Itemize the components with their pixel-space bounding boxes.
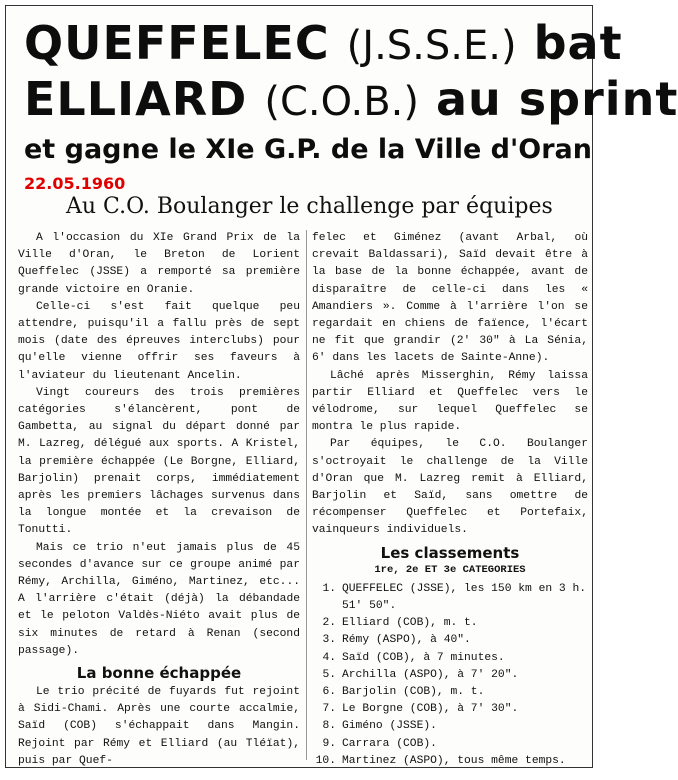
ranking-position: 4. — [322, 651, 336, 664]
article-paragraph: Mais ce trio n'eut jamais plus de 45 secondes d'avance sur ce groupe animé par Rémy, Archilla, Giméno, Martinez, etc... A l'arrière c'était (déjà) la débandade et le peloton Valdès-Niéto avait plus de six minutes de retard à Renan (second passage). — [18, 541, 300, 657]
ranking-row — [312, 736, 588, 753]
ranking-position: 7. — [322, 703, 336, 716]
ranking-position: 3. — [322, 634, 336, 647]
newspaper-clipping — [5, 5, 678, 768]
ranking-entry: Archilla (ASPO), à 7' 20". — [342, 668, 519, 681]
article-paragraph: Par équipes, le C.O. Boulanger s'octroyait le challenge de la Ville d'Oran que M. Lazreg remit à Elliard, Barjolin et Saïd, sans omettre de récompenser Queffelec et Portefaix, vainqueurs individuels. — [312, 438, 588, 537]
right-column — [312, 230, 588, 770]
ranking-entry: QUEFFELEC (JSSE), les 150 km en 3 h. 51' 50". — [342, 582, 587, 613]
ranking-entry: Barjolin (COB), m. t. — [342, 686, 485, 699]
runner-up-name: ELLIARD — [24, 72, 248, 126]
ranking-row — [312, 684, 588, 701]
ranking-entry: Le Borgne (COB), à 7' 30". — [342, 703, 519, 716]
ranking-entry: Rémy (ASPO), à 40". — [342, 634, 471, 647]
ranking-position: 6. — [322, 686, 336, 699]
ranking-row — [312, 581, 588, 615]
headline-line-1 — [24, 16, 623, 70]
ranking-row — [312, 667, 588, 684]
article-paragraph: Le trio précité de fuyards fut rejoint à Sidi-Chami. Après une courte accalmie, Saïd (COB) s'échappait dans Mangin. Rejoint par Rémy et Elliard (au Tléïat), puis par Quef- — [18, 686, 300, 767]
winner-name: QUEFFELEC — [24, 16, 330, 70]
ranking-row — [312, 650, 588, 667]
column-divider — [306, 230, 307, 760]
ranking-entry: Martinez (ASPO), tous même temps. — [342, 754, 566, 767]
section-heading: La bonne échappée — [76, 664, 242, 683]
classements-category: 1re, 2e ET 3e CATEGORIES — [374, 563, 526, 576]
ranking-position: 10. — [315, 754, 336, 767]
headline-line-2 — [24, 72, 678, 126]
ranking-position: 2. — [322, 617, 336, 630]
ranking-entry: Saïd (COB), à 7 minutes. — [342, 651, 505, 664]
rankings-list — [312, 581, 588, 770]
ranking-row — [312, 718, 588, 735]
subheadline: Au C.O. Boulanger le challenge par équipes — [66, 194, 553, 219]
headline-line-3: et gagne le XIe G.P. de la Ville d'Oran — [24, 134, 592, 165]
headline-finish: au sprint — [436, 72, 678, 126]
ranking-entry: Carrara (COB). — [342, 737, 437, 750]
ranking-entry: Elliard (COB), m. t. — [342, 617, 478, 630]
article-paragraph: A l'occasion du XIe Grand Prix de la Ville d'Oran, le Breton de Lorient Queffelec (JSSE) a remporté sa première grande victoire en Oranie. — [18, 232, 300, 296]
ranking-row — [312, 753, 588, 770]
ranking-row — [312, 632, 588, 649]
left-column — [18, 230, 300, 770]
ranking-position: 9. — [322, 737, 336, 750]
classements-heading: Les classements — [380, 543, 520, 562]
ranking-position: 5. — [322, 668, 336, 681]
ranking-row — [312, 701, 588, 718]
article-paragraph: Lâché après Misserghin, Rémy laissa partir Elliard et Queffelec vers le vélodrome, sur lequel Queffelec se montra le plus rapide. — [312, 369, 588, 434]
ranking-position: 8. — [322, 720, 336, 733]
article-paragraph: Celle-ci s'est fait quelque peu attendre, puisqu'il a fallu près de sept mois (date des épreuves interclubs) pour qu'elle vienne offrir ses faveurs à l'aviateur du lieutenant Ancelin. — [18, 300, 300, 382]
ranking-position: 1. — [322, 582, 336, 595]
article-paragraph: Vingt coureurs des trois premières catégories s'élancèrent, pont de Gambetta, au signal du départ donné par M. Lazreg, délégué aux sports. A Kristel, la première échappée (Le Borgne, Elliard, Barjolin) prenait corps, immédiatement après les premiers lâchages survenus dans la longue montée et la crevaison de Tonutti. — [18, 386, 300, 537]
article-paragraph: felec et Giménez (avant Arbal, où crevait Baldassari), Saïd devait être à la base de la bonne échappée, avant de disparaître de celle-ci dans les « Amandiers ». Comme à l'arrière l'on se regardait en chiens de faïence, l'écart ne fit que grandir (2' 30" à La Sénia, 6' dans les lacets de Sainte-Anne). — [312, 232, 588, 365]
ranking-row — [312, 615, 588, 632]
headline-verb: bat — [533, 16, 623, 70]
ranking-entry: Giméno (JSSE). — [342, 720, 437, 733]
winner-club: (J.S.S.E.) — [346, 23, 517, 69]
runner-up-club: (C.O.B.) — [264, 79, 419, 125]
date-stamp: 22.05.1960 — [24, 174, 126, 193]
